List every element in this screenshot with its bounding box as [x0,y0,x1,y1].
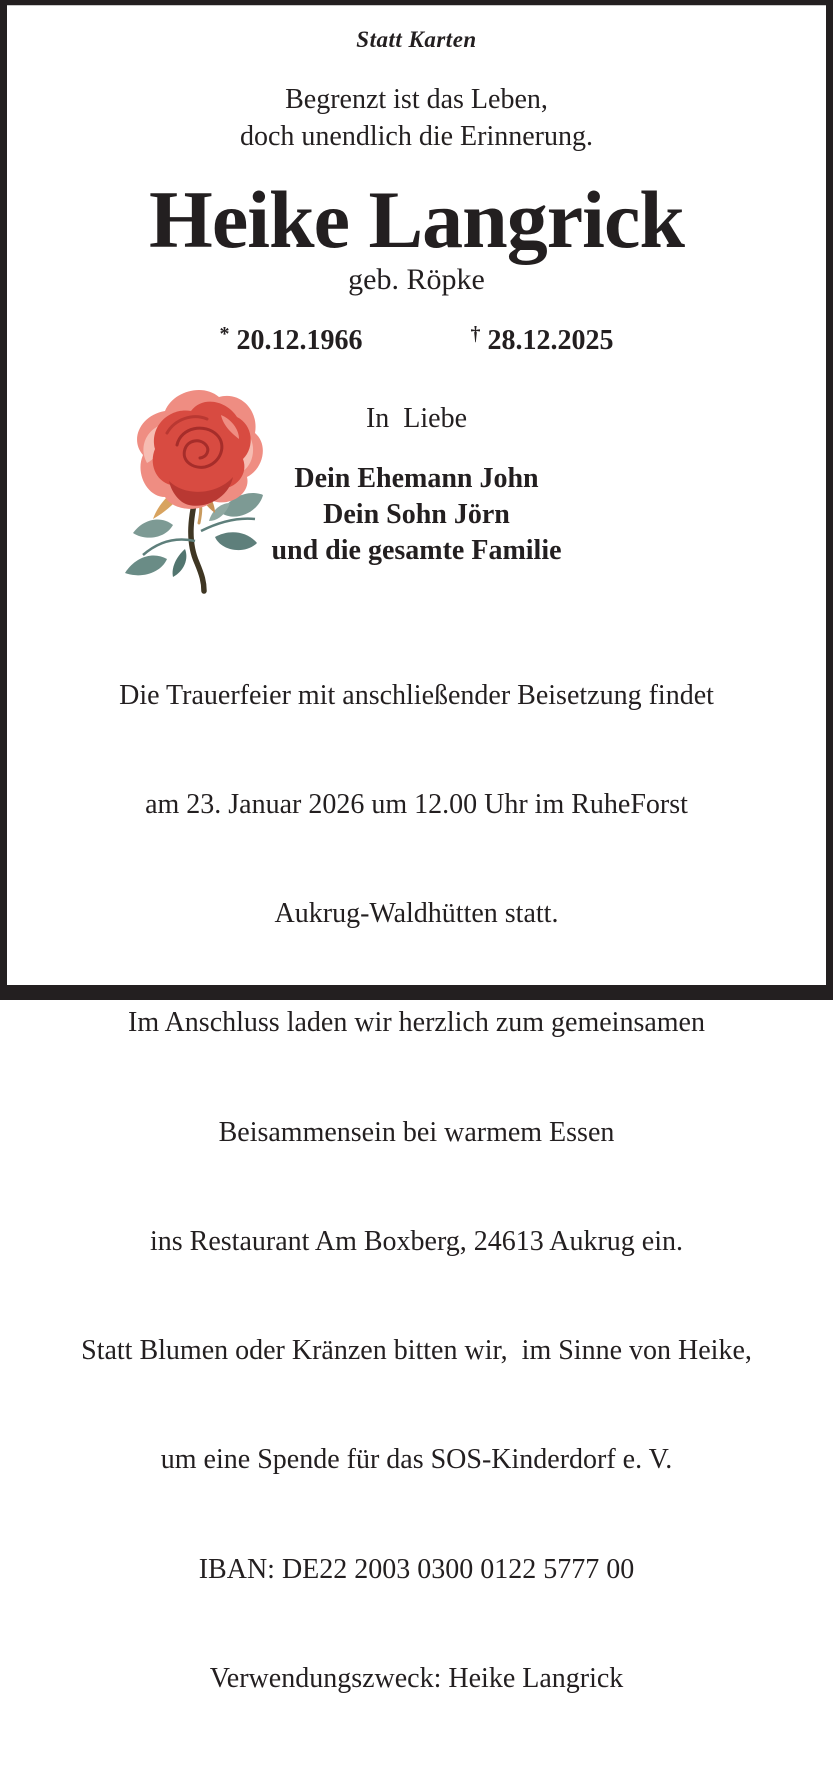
body-line: Im Anschluss laden wir herzlich zum gemeinsamen [128,1007,705,1039]
rose-icon [113,379,275,594]
body-line: Verwendungszweck: Heike Langrick [209,1662,624,1694]
body-line: ins Restaurant Am Boxberg, 24613 Aukrug ein. [150,1225,683,1257]
body-line: um eine Spende für das SOS-Kinderdorf e. V. [160,1444,673,1476]
verse-line-2: doch unendlich die Erinnerung. [239,121,593,152]
death-cross-icon: † [470,323,481,345]
opening-verse [7,81,826,155]
body-line: Die Trauerfeier mit anschließender Beisetzung findet [119,679,714,711]
verse-line-1: Begrenzt ist das Leben, [285,84,548,115]
birth-star-icon: * [219,323,230,345]
death-date-group [471,323,614,357]
body-line: Statt Blumen oder Kränzen bitten wir, im Sinne von Heike, [81,1335,752,1367]
body-line: IBAN: DE22 2003 0300 0122 5777 00 [198,1553,635,1585]
mourner-husband: Dein Ehemann John [294,463,539,494]
mourner-family: und die gesamte Familie [271,535,562,566]
maiden-name: geb. Röpke [348,263,485,296]
life-dates [7,323,826,357]
mourner-son: Dein Sohn Jörn [323,499,510,530]
birth-date-group [220,323,363,357]
funeral-details [7,605,826,1770]
header-statt-karten: Statt Karten [356,27,477,52]
deceased-name: Heike Langrick [149,174,684,265]
birth-date: 20.12.1966 [236,325,363,356]
death-date: 28.12.2025 [487,325,614,356]
body-line: am 23. Januar 2026 um 12.00 Uhr im RuheForst [145,789,688,821]
body-line: Aukrug-Waldhütten statt. [274,898,559,930]
closing-in-liebe: In Liebe [365,403,468,434]
body-line: Beisammensein bei warmem Essen [218,1116,615,1148]
